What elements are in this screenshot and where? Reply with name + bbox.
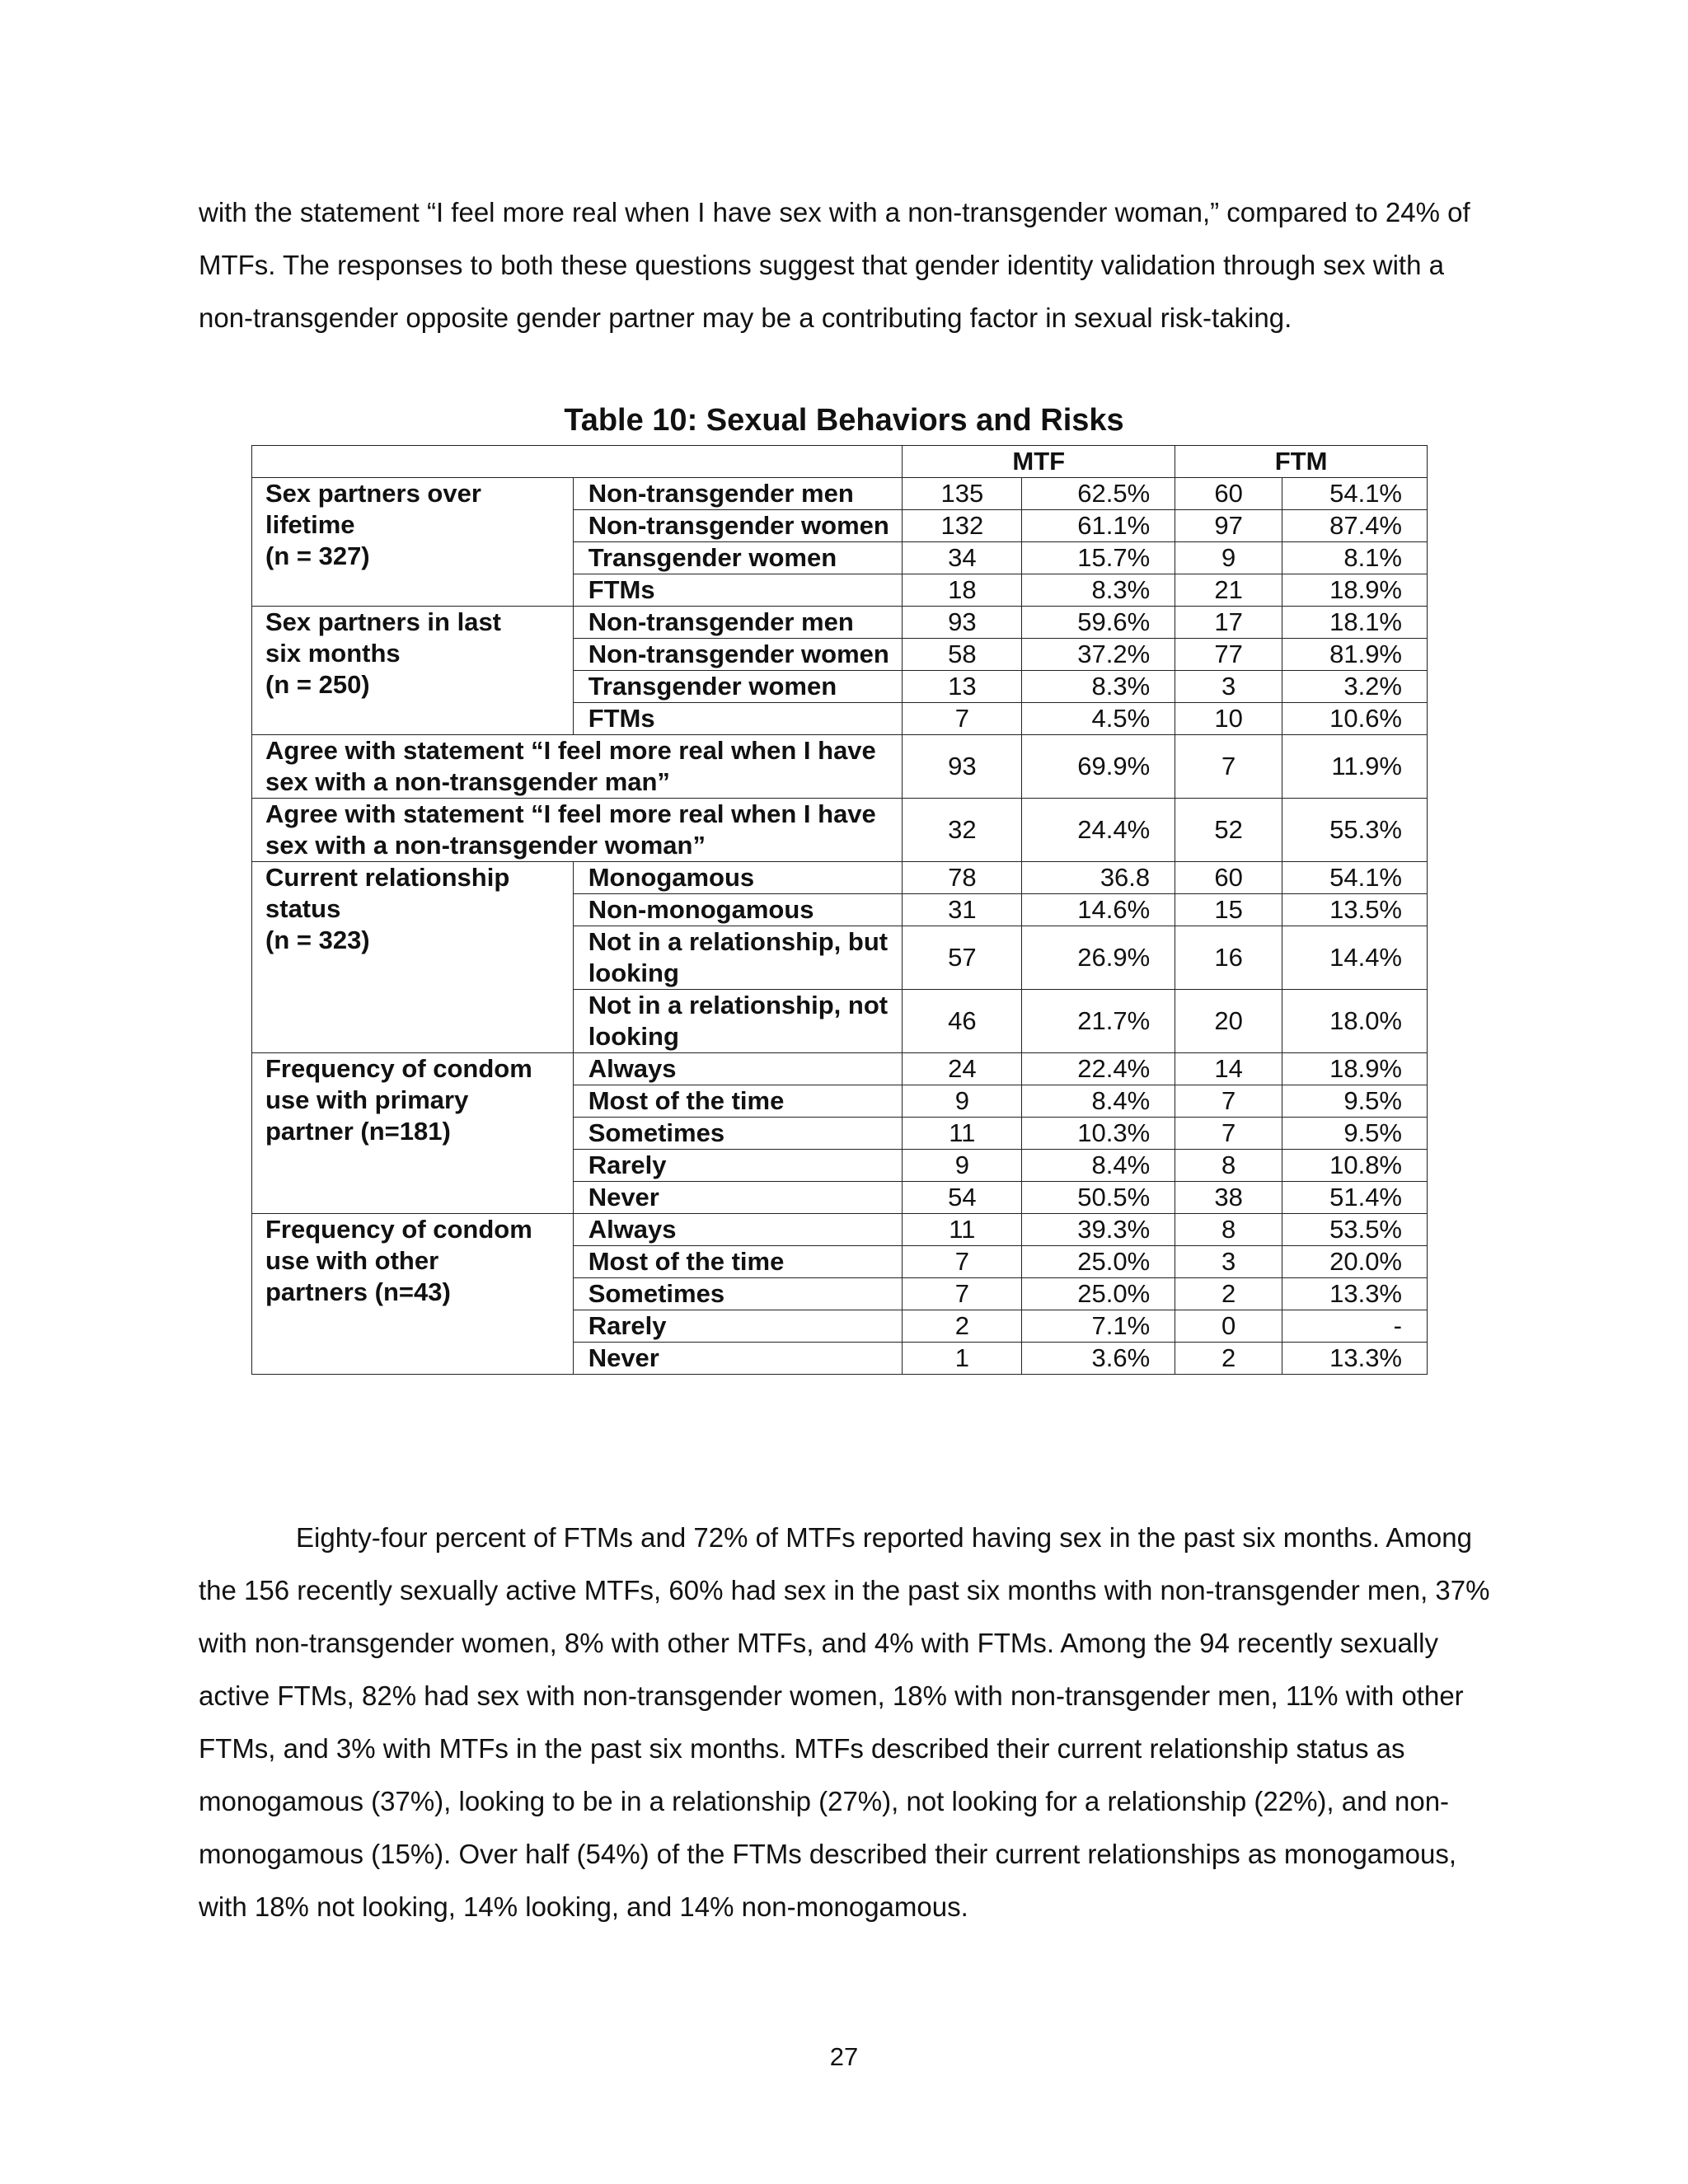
row-label: Non-transgender women [573, 510, 903, 542]
mtf-percent: 26.9% [1022, 926, 1175, 990]
ftm-percent: 18.9% [1282, 574, 1428, 607]
mtf-count: 9 [903, 1150, 1022, 1182]
ftm-percent: 20.0% [1282, 1246, 1428, 1278]
row-label: Never [573, 1182, 903, 1214]
statement-label: Agree with statement “I feel more real when I have sex with a non-transgender woman” [252, 799, 903, 862]
mtf-count: 7 [903, 703, 1022, 735]
ftm-percent: 10.8% [1282, 1150, 1428, 1182]
row-label: Transgender women [573, 542, 903, 574]
ftm-percent: 18.1% [1282, 607, 1428, 639]
group-label-line: lifetime [265, 510, 355, 539]
mtf-percent: 15.7% [1022, 542, 1175, 574]
ftm-percent: 18.9% [1282, 1053, 1428, 1085]
group-label-line: (n = 327) [265, 541, 370, 570]
ftm-count: 3 [1175, 1246, 1282, 1278]
mtf-percent: 25.0% [1022, 1246, 1175, 1278]
mtf-count: 31 [903, 894, 1022, 926]
ftm-count: 3 [1175, 671, 1282, 703]
mtf-count: 2 [903, 1310, 1022, 1343]
mtf-count: 54 [903, 1182, 1022, 1214]
mtf-percent: 59.6% [1022, 607, 1175, 639]
row-label: Always [573, 1053, 903, 1085]
mtf-count: 1 [903, 1343, 1022, 1375]
mtf-count: 24 [903, 1053, 1022, 1085]
group-label-line: Sex partners in last [265, 607, 502, 636]
row-label: Rarely [573, 1150, 903, 1182]
ftm-percent: 55.3% [1282, 799, 1428, 862]
mtf-count: 13 [903, 671, 1022, 703]
ftm-percent: 3.2% [1282, 671, 1428, 703]
mtf-count: 7 [903, 1278, 1022, 1310]
ftm-percent: 13.5% [1282, 894, 1428, 926]
ftm-count: 97 [1175, 510, 1282, 542]
group-label-line: partners (n=43) [265, 1277, 451, 1306]
mtf-percent: 8.3% [1022, 671, 1175, 703]
ftm-percent: 11.9% [1282, 735, 1428, 799]
mtf-percent: 37.2% [1022, 639, 1175, 671]
table-row [252, 478, 1428, 510]
group-label-line: use with other [265, 1246, 439, 1275]
row-label: Non-transgender men [573, 478, 903, 510]
row-label: Not in a relationship, but looking [573, 926, 903, 990]
ftm-count: 52 [1175, 799, 1282, 862]
paragraph-top: with the statement “I feel more real when I have sex with a non-transgender woman,” compared to 24% of MTFs. The responses to both these questions suggest that gender identity validation through sex with a non-transgender opposite gender partner may be a contributing factor in sexual risk-taking. [199, 197, 1470, 333]
ftm-count: 16 [1175, 926, 1282, 990]
row-label: Monogamous [573, 862, 903, 894]
mtf-percent: 36.8 [1022, 862, 1175, 894]
mtf-count: 9 [903, 1085, 1022, 1118]
mtf-percent: 8.4% [1022, 1150, 1175, 1182]
row-label: Sometimes [573, 1278, 903, 1310]
row-label: Non-transgender men [573, 607, 903, 639]
ftm-percent: 8.1% [1282, 542, 1428, 574]
paragraph-bottom [199, 1511, 1501, 1933]
mtf-count: 7 [903, 1246, 1022, 1278]
ftm-percent: - [1282, 1310, 1428, 1343]
mtf-percent: 21.7% [1022, 990, 1175, 1053]
ftm-count: 7 [1175, 735, 1282, 799]
ftm-percent: 9.5% [1282, 1085, 1428, 1118]
row-label: Sometimes [573, 1118, 903, 1150]
group-label-line: Current relationship [265, 863, 510, 892]
mtf-count: 32 [903, 799, 1022, 862]
header-blank [252, 446, 903, 478]
mtf-percent: 39.3% [1022, 1214, 1175, 1246]
mtf-count: 93 [903, 607, 1022, 639]
row-label: FTMs [573, 703, 903, 735]
mtf-percent: 10.3% [1022, 1118, 1175, 1150]
table-row [252, 1053, 1428, 1085]
mtf-percent: 8.4% [1022, 1085, 1175, 1118]
mtf-count: 58 [903, 639, 1022, 671]
mtf-percent: 7.1% [1022, 1310, 1175, 1343]
ftm-count: 9 [1175, 542, 1282, 574]
row-label: Non-monogamous [573, 894, 903, 926]
mtf-percent: 69.9% [1022, 735, 1175, 799]
row-label: Non-transgender women [573, 639, 903, 671]
table-row [252, 862, 1428, 894]
mtf-percent: 8.3% [1022, 574, 1175, 607]
statement-row [252, 799, 1428, 862]
group-label-line: (n = 323) [265, 926, 370, 954]
group-label [252, 862, 574, 1053]
mtf-percent: 25.0% [1022, 1278, 1175, 1310]
mtf-count: 18 [903, 574, 1022, 607]
ftm-count: 2 [1175, 1343, 1282, 1375]
statement-label: Agree with statement “I feel more real when I have sex with a non-transgender man” [252, 735, 903, 799]
ftm-count: 20 [1175, 990, 1282, 1053]
mtf-count: 132 [903, 510, 1022, 542]
group-label-line: six months [265, 639, 401, 668]
ftm-count: 15 [1175, 894, 1282, 926]
ftm-count: 21 [1175, 574, 1282, 607]
mtf-count: 46 [903, 990, 1022, 1053]
ftm-percent: 54.1% [1282, 862, 1428, 894]
ftm-count: 60 [1175, 478, 1282, 510]
ftm-percent: 87.4% [1282, 510, 1428, 542]
header-mtf: MTF [903, 446, 1175, 478]
ftm-percent: 14.4% [1282, 926, 1428, 990]
page-number: 27 [829, 2042, 859, 2071]
ftm-count: 8 [1175, 1214, 1282, 1246]
table-header-row [252, 446, 1428, 478]
mtf-percent: 22.4% [1022, 1053, 1175, 1085]
mtf-count: 34 [903, 542, 1022, 574]
ftm-count: 2 [1175, 1278, 1282, 1310]
row-label: Always [573, 1214, 903, 1246]
mtf-count: 57 [903, 926, 1022, 990]
mtf-count: 78 [903, 862, 1022, 894]
ftm-count: 38 [1175, 1182, 1282, 1214]
mtf-percent: 61.1% [1022, 510, 1175, 542]
group-label-line: Frequency of condom [265, 1215, 532, 1244]
ftm-percent: 13.3% [1282, 1343, 1428, 1375]
row-label: Most of the time [573, 1246, 903, 1278]
group-label [252, 607, 574, 735]
mtf-count: 135 [903, 478, 1022, 510]
ftm-count: 7 [1175, 1118, 1282, 1150]
ftm-percent: 54.1% [1282, 478, 1428, 510]
sexual-behaviors-table [251, 445, 1428, 1375]
group-label-line: partner (n=181) [265, 1117, 451, 1146]
ftm-count: 14 [1175, 1053, 1282, 1085]
group-label-line: status [265, 894, 341, 923]
ftm-count: 60 [1175, 862, 1282, 894]
row-label: Transgender women [573, 671, 903, 703]
mtf-percent: 14.6% [1022, 894, 1175, 926]
ftm-percent: 10.6% [1282, 703, 1428, 735]
mtf-count: 11 [903, 1118, 1022, 1150]
group-label [252, 1053, 574, 1214]
row-label: Not in a relationship, not looking [573, 990, 903, 1053]
header-ftm: FTM [1175, 446, 1428, 478]
ftm-percent: 9.5% [1282, 1118, 1428, 1150]
mtf-percent: 62.5% [1022, 478, 1175, 510]
mtf-count: 11 [903, 1214, 1022, 1246]
paragraph-bottom-text: Eighty-four percent of FTMs and 72% of MTFs reported having sex in the past six months. Among the 156 recently sexually active MTFs, 60% had sex in the past six months with non-transgender men, 37% with non-transgender women, 8% with other MTFs, and 4% with FTMs. Among the 94 recently sexually active FTMs, 82% had sex with non-transgender women, 18% with non-transgender men, 11% with other FTMs, and 3% with MTFs in the past six months. MTFs described their current relationship status as monogamous (37%), looking to be in a relationship (27%), not looking for a relationship (22%), and non-monogamous (15%). Over half (54%) of the FTMs described their current relationships as monogamous, with 18% not looking, 14% looking, and 14% non-monogamous. [199, 1522, 1490, 1922]
mtf-count: 93 [903, 735, 1022, 799]
table-title: Table 10: Sexual Behaviors and Risks [564, 403, 1124, 438]
mtf-percent: 24.4% [1022, 799, 1175, 862]
ftm-count: 0 [1175, 1310, 1282, 1343]
table-row [252, 607, 1428, 639]
ftm-percent: 51.4% [1282, 1182, 1428, 1214]
ftm-count: 8 [1175, 1150, 1282, 1182]
ftm-percent: 18.0% [1282, 990, 1428, 1053]
ftm-count: 10 [1175, 703, 1282, 735]
table-row [252, 1214, 1428, 1246]
ftm-count: 77 [1175, 639, 1282, 671]
row-label: Most of the time [573, 1085, 903, 1118]
group-label [252, 478, 574, 607]
mtf-percent: 50.5% [1022, 1182, 1175, 1214]
row-label: FTMs [573, 574, 903, 607]
group-label-line: use with primary [265, 1085, 469, 1114]
mtf-percent: 3.6% [1022, 1343, 1175, 1375]
group-label-line: Frequency of condom [265, 1054, 532, 1083]
row-label: Rarely [573, 1310, 903, 1343]
row-label: Never [573, 1343, 903, 1375]
statement-row [252, 735, 1428, 799]
ftm-count: 17 [1175, 607, 1282, 639]
ftm-percent: 13.3% [1282, 1278, 1428, 1310]
ftm-count: 7 [1175, 1085, 1282, 1118]
ftm-percent: 81.9% [1282, 639, 1428, 671]
mtf-percent: 4.5% [1022, 703, 1175, 735]
group-label [252, 1214, 574, 1375]
ftm-percent: 53.5% [1282, 1214, 1428, 1246]
group-label-line: (n = 250) [265, 670, 370, 699]
group-label-line: Sex partners over [265, 479, 481, 508]
